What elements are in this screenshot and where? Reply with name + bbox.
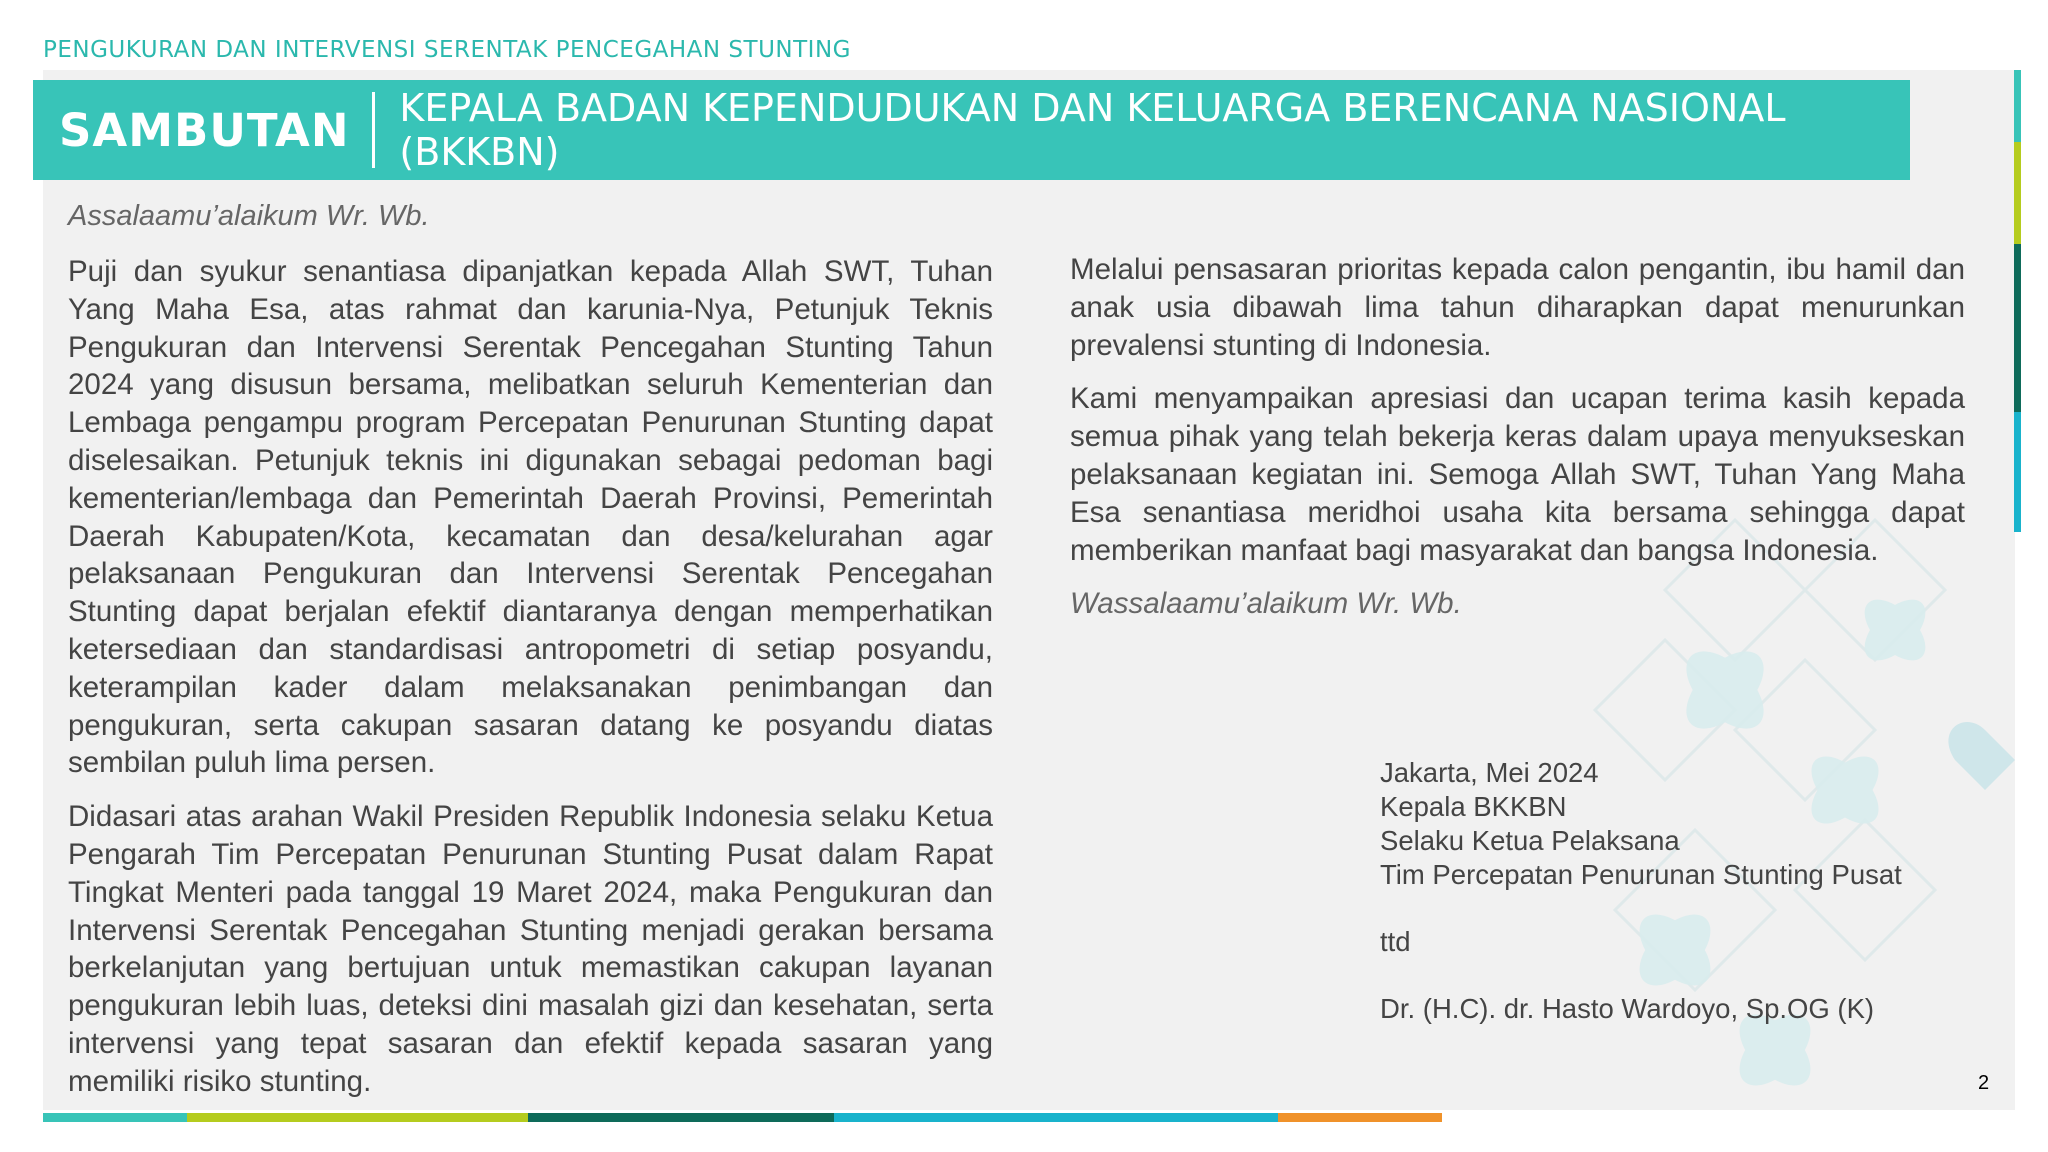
header-subtitle: KEPALA BADAN KEPENDUDUKAN DAN KELUARGA BERENCANA NASIONAL (BKKBN) (399, 86, 1786, 174)
signature-ttd: ttd (1380, 926, 1411, 957)
closing-salutation: Wassalaamu’alaikum Wr. Wb. (1070, 587, 1462, 621)
left-column (68, 253, 993, 1117)
signature-role: Tim Percepatan Penurunan Stunting Pusat (1380, 859, 1902, 890)
page-number: 2 (1978, 1072, 1990, 1094)
greeting: Assalaamu’alaikum Wr. Wb. (68, 200, 430, 232)
paragraph: Kami menyampaikan apresiasi dan ucapan terima kasih kepada semua pihak yang telah bekerja keras dalam upaya menyukseskan pelaksanaan kegiatan ini. Semoga Allah SWT, Tuhan Yang Maha Esa senantiasa meridhoi usaha kita bersama sehingga dapat memberikan manfaat bagi masyarakat dan bangsa Indonesia. (1070, 382, 1965, 567)
signatory-name: Dr. (H.C). dr. Hasto Wardoyo, Sp.OG (K) (1380, 993, 1875, 1024)
header-banner (33, 80, 1910, 180)
side-stripe-cyan (2014, 412, 2021, 532)
paragraph: Puji dan syukur senantiasa dipanjatkan kepada Allah SWT, Tuhan Yang Maha Esa, atas rahmat dan karunia-Nya, Petunjuk Teknis Pengukuran dan Intervensi Serentak Pencegahan Stunting Tahun 2024 yang disusun bersama, melibatkan seluruh Kementerian dan Lembaga pengampu program Percepatan Penurunan Stunting dapat diselesaikan. Petunjuk teknis ini digunakan sebagai pedoman bagi kementerian/lembaga dan Pemerintah Daerah Provinsi, Pemerintah Daerah Kabupaten/Kota, kecamatan dan desa/kelurahan agar pelaksanaan Pengukuran dan Intervensi Serentak Pencegahan Stunting dapat berjalan efektif diantaranya dengan memperhatikan ketersediaan dan standardisasi antropometri di setiap posyandu, keterampilan kader dalam melaksanakan penimbangan dan pengukuran, serta cakupan sasaran datang ke posyandu diatas sembilan puluh lima persen. (68, 255, 993, 780)
document-running-title: PENGUKURAN DAN INTERVENSI SERENTAK PENCEGAHAN STUNTING (43, 37, 851, 63)
paragraph: Melalui pensasaran prioritas kepada calon pengantin, ibu hamil dan anak usia dibawah lima tahun diharapkan dapat menurunkan prevalensi stunting di Indonesia. (1070, 253, 1965, 362)
side-stripe-teal (2014, 70, 2021, 142)
bottom-stripe-orange (1278, 1113, 1442, 1122)
paragraph: Didasari atas arahan Wakil Presiden Republik Indonesia selaku Ketua Pengarah Tim Percepatan Penurunan Stunting Pusat dalam Rapat Tingkat Menteri pada tanggal 19 Maret 2024, maka Pengukuran dan Intervensi Serentak Pencegahan Stunting menjadi gerakan bersama berkelanjutan yang bertujuan untuk memastikan cakupan layanan pengukuran lebih luas, deteksi dini masalah gizi dan kesehatan, serta intervensi yang tepat sasaran dan efektif kepada sasaran yang memiliki risiko stunting. (68, 800, 993, 1098)
side-stripe-lime (2014, 142, 2021, 244)
signature-role: Selaku Ketua Pelaksana (1380, 825, 1680, 856)
header-title: SAMBUTAN (59, 103, 350, 157)
right-column (1070, 251, 1965, 639)
signature-block (1380, 756, 1902, 1026)
signature-place-date: Jakarta, Mei 2024 (1380, 757, 1599, 788)
side-stripe-dark-green (2014, 244, 2021, 412)
signature-position: Kepala BKKBN (1380, 791, 1567, 822)
